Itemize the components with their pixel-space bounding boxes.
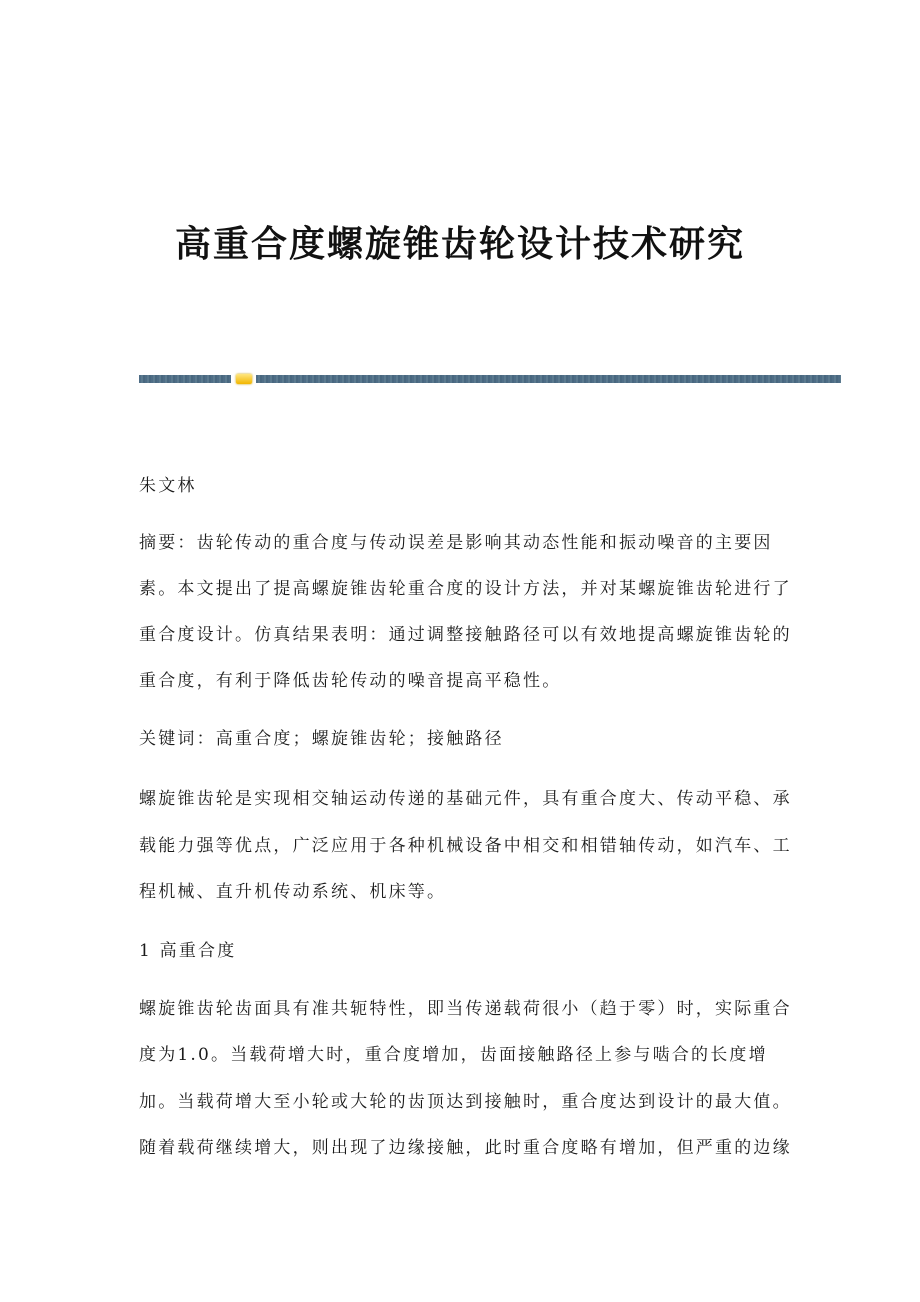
keywords: 关键词：高重合度；螺旋锥齿轮；接触路径 xyxy=(139,729,504,749)
document-title: 高重合度螺旋锥齿轮设计技术研究 xyxy=(174,224,745,265)
abstract-line: 重合度，有利于降低齿轮传动的噪音提高平稳性。 xyxy=(139,671,562,691)
paragraph-line: 螺旋锥齿轮是实现相交轴运动传递的基础元件，具有重合度大、传动平稳、承 xyxy=(139,789,792,809)
abstract-line: 素。本文提出了提高螺旋锥齿轮重合度的设计方法，并对某螺旋锥齿轮进行了 xyxy=(139,579,792,599)
paragraph-line: 螺旋锥齿轮齿面具有准共轭特性，即当传递载荷很小（趋于零）时，实际重合 xyxy=(139,999,792,1019)
paragraph-line: 载能力强等优点，广泛应用于各种机械设备中相交和相错轴传动，如汽车、工 xyxy=(139,836,792,856)
abstract-line: 摘要：齿轮传动的重合度与传动误差是影响其动态性能和振动噪音的主要因 xyxy=(139,533,773,553)
paragraph-line: 加。当载荷增大至小轮或大轮的齿顶达到接触时，重合度达到设计的最大值。 xyxy=(139,1092,792,1112)
abstract-line: 重合度设计。仿真结果表明：通过调整接触路径可以有效地提高螺旋锥齿轮的 xyxy=(139,625,792,645)
paragraph-line: 随着载荷继续增大，则出现了边缘接触，此时重合度略有增加，但严重的边缘 xyxy=(139,1138,792,1158)
divider-ornament-icon xyxy=(236,374,252,384)
divider-bar-left xyxy=(139,375,231,383)
author-name: 朱文林 xyxy=(139,476,197,496)
divider-bar-right xyxy=(256,375,841,383)
section-heading: 1 高重合度 xyxy=(139,941,237,961)
paragraph-line: 程机械、直升机传动系统、机床等。 xyxy=(139,882,447,902)
title-divider xyxy=(139,375,841,383)
paragraph-line: 度为1.0。当载荷增大时，重合度增加，齿面接触路径上参与啮合的长度增 xyxy=(139,1045,768,1065)
